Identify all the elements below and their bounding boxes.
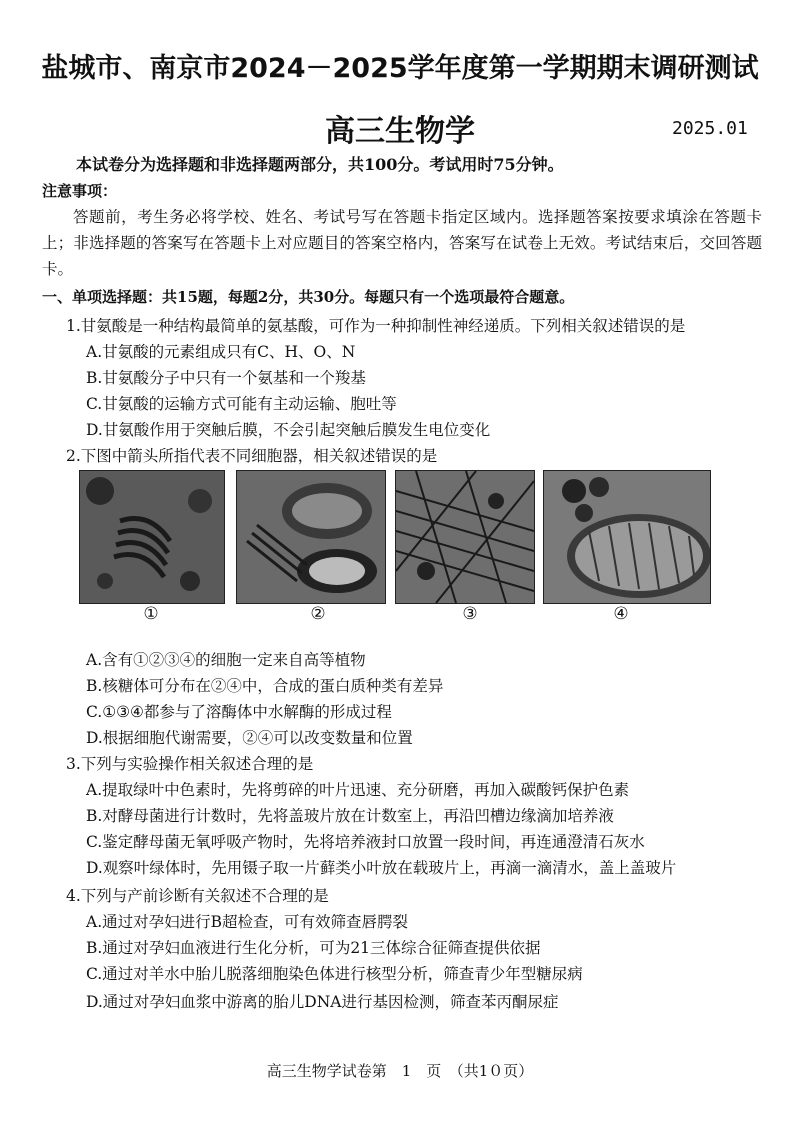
- question-4-option-b: B.通过对孕妇血液进行生化分析，可为21三体综合征筛查提供依据: [86, 939, 541, 957]
- question-2-option-c: C.①③④都参与了溶酶体中水解酶的形成过程: [86, 703, 392, 721]
- question-3-option-d: D.观察叶绿体时，先用镊子取一片藓类小叶放在载玻片上，再滴一滴清水，盖上盖玻片: [86, 859, 677, 877]
- question-3-option-b: B.对酵母菌进行计数时，先将盖玻片放在计数室上，再沿凹槽边缘滴加培养液: [86, 807, 614, 825]
- question-2-option-b: B.核糖体可分布在②④中，合成的蛋白质种类有差异: [86, 677, 444, 695]
- notes-body: 答题前，考生务必将学校、姓名、考试号写在答题卡指定区域内。选择题答案按要求填涂在答题卡上；非选择题的答案写在答题卡上对应题目的答案空格内，答案写在试卷上无效。考试结束后，交回答题卡。: [42, 208, 762, 278]
- figure-label-1: ①: [143, 604, 159, 624]
- question-2-stem: 2.下图中箭头所指代表不同细胞器，相关叙述错误的是: [66, 447, 438, 465]
- micrograph-2: [236, 470, 386, 604]
- subject-title: 高三生物学: [325, 114, 475, 149]
- figure-label-2: ②: [310, 604, 326, 624]
- question-4-stem: 4.下列与产前诊断有关叙述不合理的是: [66, 887, 329, 905]
- question-3-option-a: A.提取绿叶中色素时，先将剪碎的叶片迅速、充分研磨，再加入碳酸钙保护色素: [86, 781, 630, 799]
- question-2-option-d: D.根据细胞代谢需要，②④可以改变数量和位置: [86, 729, 413, 747]
- micrograph-3: [395, 470, 535, 604]
- micrograph-4: [543, 470, 711, 604]
- notes-heading: 注意事项：: [42, 182, 118, 200]
- question-4-option-d: D.通过对孕妇血浆中游离的胎儿DNA进行基因检测，筛查苯丙酮尿症: [86, 993, 559, 1011]
- question-1-option-b: B.甘氨酸分子中只有一个氨基和一个羧基: [86, 369, 366, 387]
- figure-label-3: ③: [462, 604, 478, 624]
- question-1-option-a: A.甘氨酸的元素组成只有C、H、O、N: [86, 343, 356, 361]
- question-1-stem: 1.甘氨酸是一种结构最简单的氨基酸，可作为一种抑制性神经递质。下列相关叙述错误的是: [66, 317, 686, 335]
- figure-label-4: ④: [613, 604, 629, 624]
- question-2-option-a: A.含有①②③④的细胞一定来自高等植物: [86, 651, 366, 669]
- question-1-option-c: C.甘氨酸的运输方式可能有主动运输、胞吐等: [86, 395, 397, 413]
- question-3-stem: 3.下列与实验操作相关叙述合理的是: [66, 755, 314, 773]
- exam-title: 盐城市、南京市2024－2025学年度第一学期期末调研测试: [41, 53, 759, 84]
- micrograph-1: [79, 470, 225, 604]
- question-1-option-d: D.甘氨酸作用于突触后膜，不会引起突触后膜发生电位变化: [86, 421, 491, 439]
- page-footer: 高三生物学试卷第 1 页 （共1０页）: [266, 1062, 534, 1080]
- question-4-option-a: A.通过对孕妇进行B超检查，可有效筛查唇腭裂: [86, 913, 409, 931]
- question-4-option-c: C.通过对羊水中胎儿脱落细胞染色体进行核型分析，筛查青少年型糖尿病: [86, 965, 583, 983]
- question-3-option-c: C.鉴定酵母菌无氧呼吸产物时，先将培养液封口放置一段时间，再连通澄清石灰水: [86, 833, 645, 851]
- exam-date: 2025.01: [672, 118, 748, 139]
- section-heading: 一、单项选择题：共15题，每题2分，共30分。每题只有一个选项最符合题意。: [42, 288, 575, 306]
- exam-intro: 本试卷分为选择题和非选择题两部分，共100分。考试用时75分钟。: [76, 155, 564, 174]
